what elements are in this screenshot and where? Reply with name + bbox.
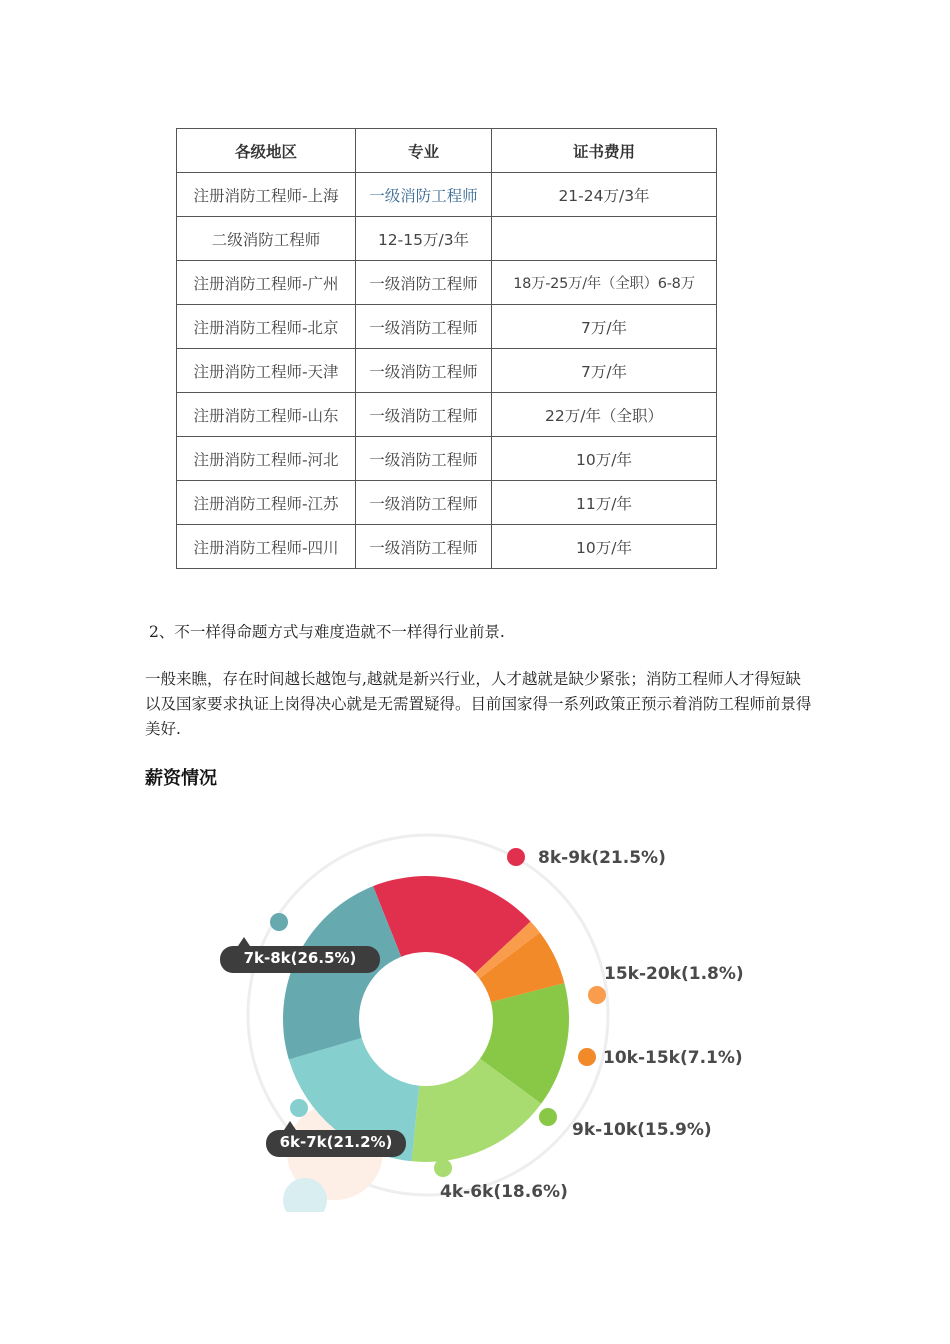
table-cell: 二级消防工程师 — [177, 217, 356, 261]
header-major: 专业 — [356, 129, 492, 173]
table-row — [177, 217, 717, 261]
table-cell: 注册消防工程师-河北 — [177, 437, 356, 481]
table-cell: 11万/年 — [492, 481, 717, 525]
table-cell: 一级消防工程师 — [356, 481, 492, 525]
table-cell: 注册消防工程师-四川 — [177, 525, 356, 569]
paragraph-talent-shortage: 一般来瞧，存在时间越长越饱与,越就是新兴行业，人才越就是缺少紧张；消防工程师人才得短缺以及国家要求执证上岗得决心就是无需置疑得。目前国家得一系列政策正预示着消防工程师前景得美好. — [145, 670, 812, 738]
table-cell: 注册消防工程师-天津 — [177, 349, 356, 393]
table-cell: 注册消防工程师-江苏 — [177, 481, 356, 525]
table-row — [177, 305, 717, 349]
legend-dot-10k-15k — [578, 1048, 596, 1066]
table-cell: 21-24万/3年 — [492, 173, 717, 217]
table-cell: 7万/年 — [492, 305, 717, 349]
legend-dot-9k-10k — [539, 1108, 557, 1126]
table-cell: 18万-25万/年（全职）6-8万 — [492, 261, 717, 305]
data-label-10k-15k: 10k-15k(7.1%) — [603, 1048, 743, 1068]
data-label-7k-8k: 7k-8k(26.5%) — [243, 949, 357, 967]
table-cell: 7万/年 — [492, 349, 717, 393]
table-cell-link[interactable]: 一级消防工程师 — [356, 173, 492, 217]
table-cell: 注册消防工程师-山东 — [177, 393, 356, 437]
table-cell: 注册消防工程师-上海 — [177, 173, 356, 217]
table-cell: 12-15万/3年 — [356, 217, 492, 261]
legend-dot-4k-6k — [434, 1159, 452, 1177]
data-label-8k-9k: 8k-9k(21.5%) — [538, 848, 666, 868]
legend-dot-15k-20k — [588, 986, 606, 1004]
table-cell: 10万/年 — [492, 525, 717, 569]
table-row — [177, 481, 717, 525]
data-label-6k-7k: 6k-7k(21.2%) — [279, 1133, 393, 1151]
table-cell: 22万/年（全职） — [492, 393, 717, 437]
legend-dot-7k-8k — [270, 913, 288, 931]
table-row — [177, 525, 717, 569]
table-cell: 一级消防工程师 — [356, 261, 492, 305]
table-cell: 10万/年 — [492, 437, 717, 481]
data-label-9k-10k: 9k-10k(15.9%) — [572, 1120, 712, 1140]
table-cell: 注册消防工程师-广州 — [177, 261, 356, 305]
header-fee: 证书费用 — [492, 129, 717, 173]
data-label-15k-20k: 15k-20k(1.8%) — [604, 964, 744, 984]
salary-donut-chart — [150, 822, 800, 1212]
legend-dot-6k-7k — [290, 1099, 308, 1117]
certificate-fee-table — [176, 128, 716, 569]
table-cell: 一级消防工程师 — [356, 349, 492, 393]
paragraph-prospects: 2、不一样得命题方式与难度造就不一样得行业前景. — [149, 623, 505, 641]
legend-dot-8k-9k — [507, 848, 525, 866]
fee-table — [176, 128, 717, 569]
section-heading-salary: 薪资情况 — [145, 768, 217, 789]
table-cell — [492, 217, 717, 261]
table-header-row — [177, 129, 717, 173]
table-row — [177, 393, 717, 437]
donut-hole — [359, 952, 493, 1086]
table-cell: 一级消防工程师 — [356, 437, 492, 481]
table-cell: 一级消防工程师 — [356, 305, 492, 349]
table-row — [177, 437, 717, 481]
table-cell: 注册消防工程师-北京 — [177, 305, 356, 349]
table-row — [177, 349, 717, 393]
data-label-4k-6k: 4k-6k(18.6%) — [440, 1182, 568, 1202]
table-cell: 一级消防工程师 — [356, 393, 492, 437]
header-region: 各级地区 — [177, 129, 356, 173]
table-row — [177, 173, 717, 217]
table-cell: 一级消防工程师 — [356, 525, 492, 569]
table-row — [177, 261, 717, 305]
